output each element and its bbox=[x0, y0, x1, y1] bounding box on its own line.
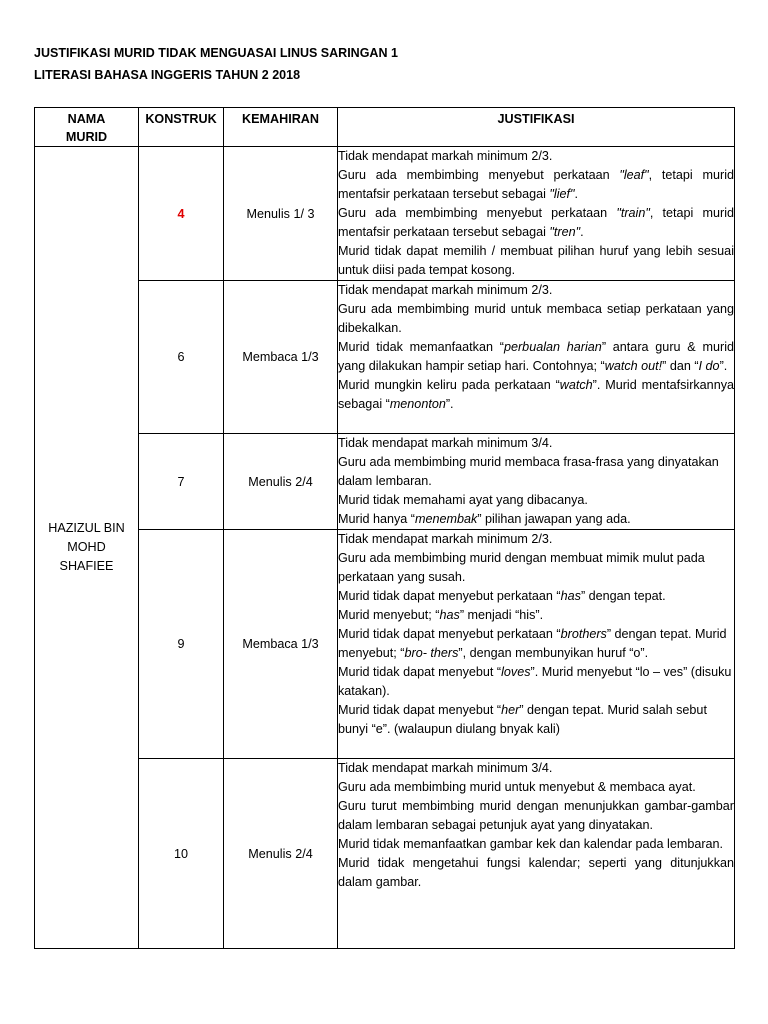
just-term: "lief" bbox=[549, 187, 575, 201]
just-text: Guru ada membimbing menyebut perkataan bbox=[338, 168, 620, 182]
kemahiran-cell: Menulis 1/ 3 bbox=[224, 147, 338, 281]
kemahiran-cell: Menulis 2/4 bbox=[224, 434, 338, 530]
just-text: ”. bbox=[445, 397, 454, 411]
just-text: Murid tidak dapat menyebut “ bbox=[338, 665, 502, 679]
header-nama-line1: NAMA bbox=[67, 112, 106, 126]
just-text: Murid tidak memanfaatkan “ bbox=[338, 340, 504, 354]
just-term: watch out! bbox=[604, 359, 663, 373]
just-text: , tetapi murid mentafsir perkataan tersebut sebagai bbox=[338, 168, 735, 201]
just-term: watch bbox=[559, 378, 593, 392]
just-text: ”, dengan membunyikan huruf “o”. bbox=[458, 646, 649, 660]
just-text: Tidak mendapat markah minimum 2/3. bbox=[338, 149, 553, 163]
just-text: Murid tidak dapat memilih / membuat pilihan huruf yang lebih sesuai untuk diisi pada tempat kosong. bbox=[338, 244, 734, 277]
just-text: ” menjadi “his”. bbox=[459, 608, 544, 622]
table-row bbox=[35, 147, 735, 281]
just-text: Tidak mendapat markah minimum 2/3. bbox=[338, 283, 553, 297]
just-term: perbualan harian bbox=[503, 340, 602, 354]
just-term: has bbox=[560, 589, 581, 603]
just-text: Murid tidak dapat menyebut perkataan “ bbox=[338, 589, 561, 603]
student-name-line3: SHAFIEE bbox=[59, 559, 114, 573]
just-text: ”. bbox=[719, 359, 728, 373]
header-nama-line2: MURID bbox=[65, 130, 108, 144]
table-row bbox=[35, 281, 735, 434]
just-term: "train" bbox=[616, 206, 650, 220]
just-text: ” pilihan jawapan yang ada. bbox=[477, 512, 631, 526]
just-text: Murid tidak memanfaatkan gambar kek dan kalendar pada lembaran. bbox=[338, 837, 724, 851]
just-text: Murid tidak mengetahui fungsi kalendar; seperti yang ditunjukkan dalam gambar. bbox=[338, 856, 734, 889]
just-text: Guru ada membimbing murid dengan membuat mimik mulut pada perkataan yang susah. bbox=[338, 551, 705, 584]
kemahiran-cell: Membaca 1/3 bbox=[224, 281, 338, 434]
just-term: "tren" bbox=[549, 225, 581, 239]
just-term: menembak bbox=[415, 512, 478, 526]
title-line-2: LITERASI BAHASA INGGERIS TAHUN 2 2018 bbox=[34, 68, 301, 82]
just-term: has bbox=[439, 608, 460, 622]
justifikasi-cell bbox=[338, 434, 735, 530]
justifikasi-cell bbox=[338, 530, 735, 759]
just-term: brothers bbox=[560, 627, 607, 641]
header-konstruk: KONSTRUK bbox=[139, 108, 224, 147]
table-row bbox=[35, 434, 735, 530]
just-text: Murid tidak dapat menyebut perkataan “ bbox=[338, 627, 561, 641]
konstruk-cell: 10 bbox=[139, 759, 224, 949]
just-term: her bbox=[501, 703, 520, 717]
header-kemahiran: KEMAHIRAN bbox=[224, 108, 338, 147]
header-justifikasi: JUSTIFIKASI bbox=[338, 108, 735, 147]
just-text: ” dan “ bbox=[662, 359, 699, 373]
konstruk-cell: 9 bbox=[139, 530, 224, 759]
just-text: Guru ada membimbing murid untuk menyebut & membaca ayat. bbox=[338, 780, 696, 794]
table-header-row bbox=[35, 108, 735, 147]
just-text: ” antara guru & murid yang dilakukan hampir setiap hari. Contohnya; “ bbox=[338, 340, 734, 373]
kemahiran-cell: Menulis 2/4 bbox=[224, 759, 338, 949]
header-nama-murid bbox=[35, 108, 139, 147]
just-text: Murid hanya “ bbox=[338, 512, 415, 526]
justification-table bbox=[34, 107, 735, 949]
justifikasi-cell bbox=[338, 759, 735, 949]
just-text: ” dengan tepat. bbox=[580, 589, 666, 603]
student-name-line2: MOHD bbox=[67, 540, 106, 554]
just-text: , tetapi murid mentafsir perkataan tersebut sebagai bbox=[338, 206, 735, 239]
just-text: Murid mungkin keliru pada perkataan “ bbox=[338, 378, 560, 392]
konstruk-cell: 7 bbox=[139, 434, 224, 530]
student-name-cell bbox=[35, 147, 139, 949]
justifikasi-cell bbox=[338, 147, 735, 281]
just-term: "leaf" bbox=[619, 168, 649, 182]
just-text: Guru turut membimbing murid dengan menunjukkan gambar-gambar dalam lembaran sebagai petunjuk ayat yang dinyatakan. bbox=[338, 799, 734, 832]
just-term: bro- thers bbox=[404, 646, 459, 660]
just-text: Tidak mendapat markah minimum 3/4. bbox=[338, 436, 553, 450]
just-text: Murid tidak dapat menyebut “ bbox=[338, 703, 502, 717]
just-text: . bbox=[574, 187, 578, 201]
student-name-line1: HAZIZUL BIN bbox=[48, 521, 125, 535]
just-text: Guru ada membimbing murid membaca frasa-frasa yang dinyatakan dalam lembaran. bbox=[338, 455, 719, 488]
just-text: Murid menyebut; “ bbox=[338, 608, 440, 622]
just-text: ”. Murid menyebut “lo – ves” (disuku katakan). bbox=[338, 665, 732, 698]
konstruk-cell: 6 bbox=[139, 281, 224, 434]
just-text: Murid tidak memahami ayat yang dibacanya. bbox=[338, 493, 588, 507]
document-title bbox=[34, 42, 398, 86]
just-text: . bbox=[580, 225, 584, 239]
just-term: menonton bbox=[389, 397, 446, 411]
just-text: Tidak mendapat markah minimum 3/4. bbox=[338, 761, 553, 775]
just-text: ” dengan tepat. Murid menyebut; “ bbox=[338, 627, 727, 660]
konstruk-cell: 4 bbox=[139, 147, 224, 281]
just-term: I do bbox=[698, 359, 720, 373]
just-text: Guru ada membimbing murid untuk membaca setiap perkataan yang dibekalkan. bbox=[338, 302, 734, 335]
table-row bbox=[35, 759, 735, 949]
title-line-1: JUSTIFIKASI MURID TIDAK MENGUASAI LINUS SARINGAN 1 bbox=[34, 46, 398, 60]
just-text: Guru ada membimbing menyebut perkataan bbox=[338, 206, 617, 220]
kemahiran-cell: Membaca 1/3 bbox=[224, 530, 338, 759]
table-row bbox=[35, 530, 735, 759]
just-text: ”. Murid mentafsirkannya sebagai “ bbox=[338, 378, 734, 411]
just-text: ” dengan tepat. Murid salah sebut bunyi “e”. (walaupun diulang bnyak kali) bbox=[338, 703, 707, 736]
justifikasi-cell bbox=[338, 281, 735, 434]
just-term: loves bbox=[501, 665, 531, 679]
just-text: Tidak mendapat markah minimum 2/3. bbox=[338, 532, 553, 546]
